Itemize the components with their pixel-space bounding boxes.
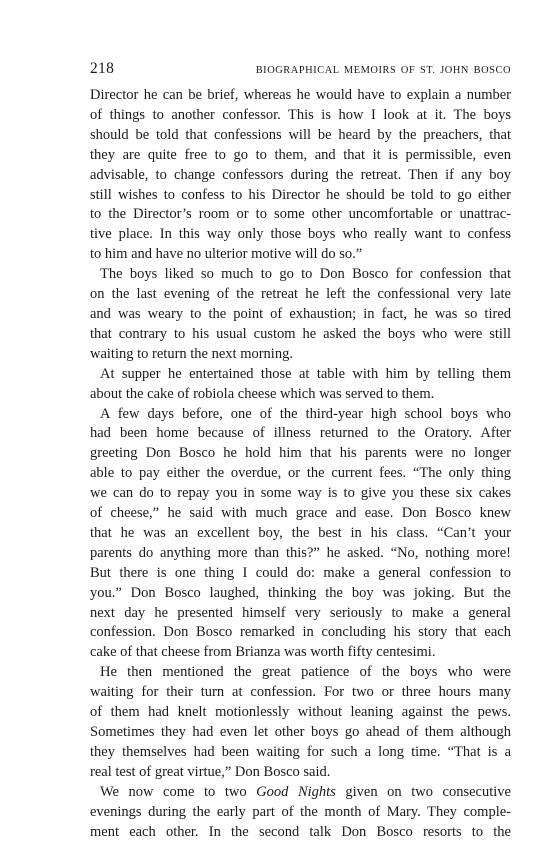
book-page — [90, 60, 511, 842]
text-line: on the last evening of the retreat he left the confessional very late — [90, 286, 511, 303]
text-line: Director he can be brief, whereas he would have to explain a number — [90, 87, 511, 103]
text-line: that contrary to his usual custom he asked the boys who were still — [90, 325, 511, 342]
text-line: He then mentioned the great patience of the boys who were — [100, 664, 511, 681]
text-line: of them had knelt motionlessly without leaning against the pews. — [90, 704, 511, 721]
text-line: should be told that confessions will be heard by the preachers, that — [90, 126, 511, 143]
paragraph — [90, 663, 511, 782]
text-line: But there is one thing I could do: make a general confession to — [90, 564, 511, 581]
text-line: At supper he entertained those at table with him by telling them — [100, 365, 511, 382]
text-line: cake of that cheese from Brianza was worth fifty centesimi. — [90, 644, 436, 661]
paragraph — [90, 86, 511, 265]
paragraph — [90, 265, 511, 365]
paragraph — [90, 783, 511, 843]
text-line: and was weary to the point of exhaustion; in fact, he was so tired — [90, 305, 511, 322]
text-line: parents do anything more than this?” he asked. “No, nothing more! — [90, 544, 511, 561]
italic-term: Good Nights — [256, 783, 336, 800]
text-line: that he was an excellent boy, the best in his class. “Can’t your — [90, 524, 511, 541]
paragraph — [90, 405, 511, 664]
body-text — [90, 86, 511, 842]
text-line: we can do to repay you in some way is to give you these six cakes — [90, 485, 511, 502]
text-line: they themselves had been waiting for such a long time. “That is a — [90, 743, 511, 760]
text-line: real test of great virtue,” Don Bosco said. — [90, 763, 331, 780]
text-run: given on two consecutive — [335, 783, 511, 800]
text-line: they are quite free to go to them, and that it is permissible, even — [90, 146, 511, 163]
text-line: ment each other. In the second talk Don Bosco resorts to the — [90, 823, 511, 840]
text-line: The boys liked so much to go to Don Bosco for confession that — [100, 266, 511, 283]
text-line — [90, 783, 511, 803]
text-line: waiting to return the next morning. — [90, 345, 293, 362]
text-line: of cheese,” he said with much grace and ease. Don Bosco knew — [90, 505, 511, 522]
text-line: greeting Don Bosco he hold him that his parents were no longer — [90, 445, 511, 462]
text-line: A few days before, one of the third-year high school boys who — [100, 405, 511, 422]
text-line: Sometimes they had even let other boys go ahead of them although — [90, 724, 511, 740]
text-line: still wishes to confess to his Director he should be told to go either — [90, 186, 511, 203]
text-line: next day he presented himself very seriously to make a general — [90, 604, 511, 621]
text-line: evenings during the early part of the month of Mary. They comple- — [90, 803, 511, 820]
text-line: to the Director’s room or to some other uncomfortable or unattrac- — [90, 206, 511, 223]
text-line: you.” Don Bosco laughed, thinking the boy was joking. But the — [90, 584, 511, 601]
text-line: tive place. In this way only those boys who really want to confess — [90, 226, 511, 243]
text-run: We now come to two — [100, 783, 257, 800]
text-line: able to pay either the overdue, or the current fees. “The only thing — [90, 465, 511, 482]
page-number: 218 — [90, 60, 115, 77]
running-header — [90, 60, 511, 78]
text-line: had been home because of illness returned to the Oratory. After — [90, 425, 511, 442]
text-line: advisable, to change confessors during the retreat. Then if any boy — [90, 166, 511, 183]
text-line: waiting for their turn at confession. For two or three hours many — [90, 684, 511, 701]
text-line: confession. Don Bosco remarked in concluding his story that each — [90, 624, 511, 641]
paragraph — [90, 365, 511, 405]
text-line: about the cake of robiola cheese which was served to them. — [90, 385, 435, 402]
running-title: BIOGRAPHICAL MEMOIRS OF ST. JOHN BOSCO — [255, 65, 511, 76]
text-line: to him and have no ulterior motive will do so.” — [90, 246, 363, 263]
text-line: of things to another confessor. This is how I look at it. The boys — [90, 106, 511, 123]
